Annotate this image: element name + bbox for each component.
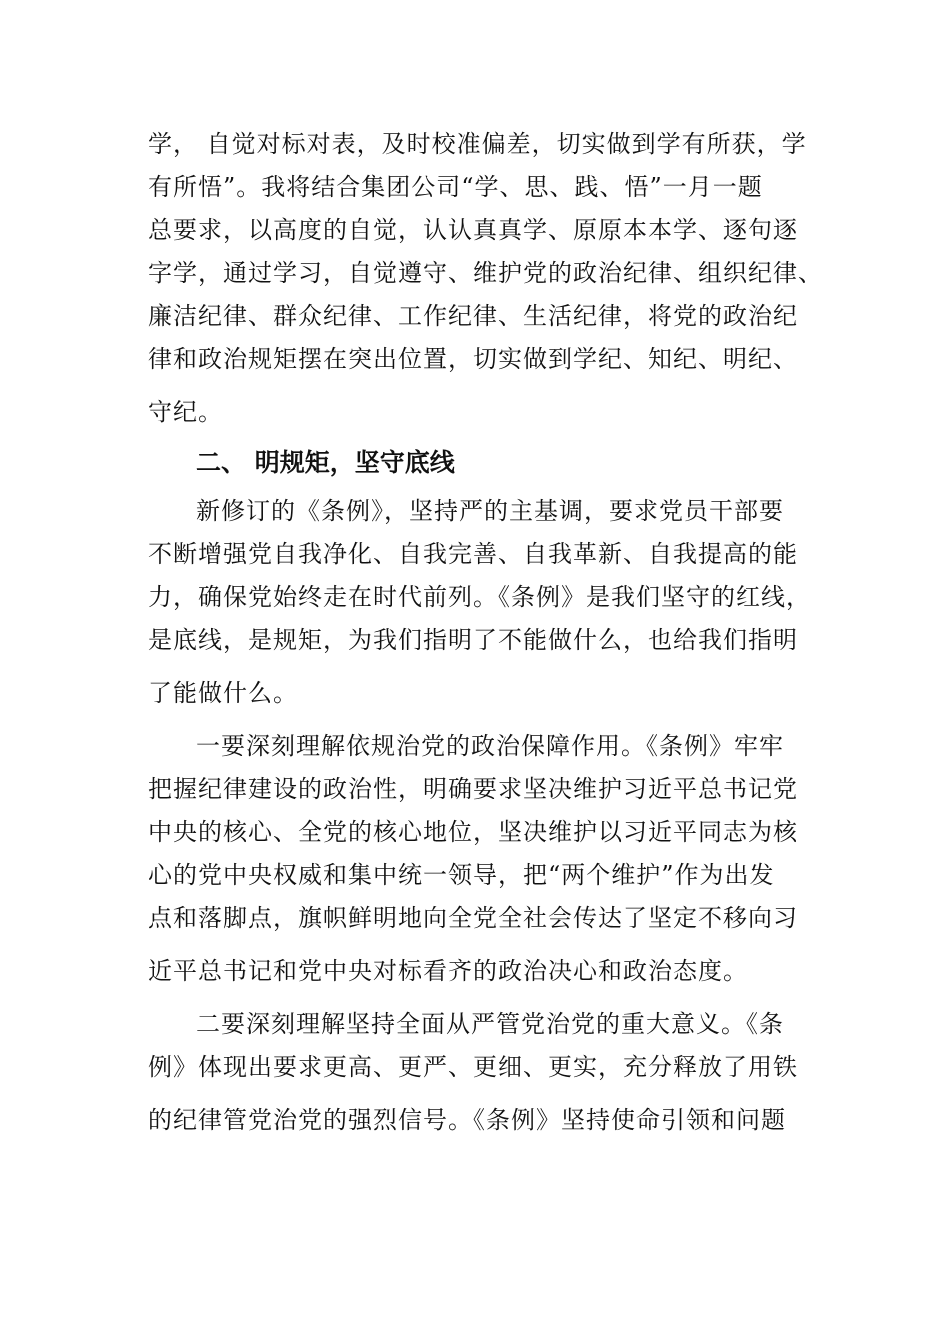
- section-heading: 二、 明规矩，坚守底线: [196, 448, 455, 477]
- paragraph-line: 把握纪律建设的政治性，明确要求坚决维护习近平总书记党: [148, 775, 798, 803]
- paragraph-line: 点和落脚点，旗帜鲜明地向全党全社会传达了坚定不移向习: [148, 904, 798, 932]
- paragraph-line: 一要深刻理解依规治党的政治保障作用。《条例》牢牢: [196, 732, 784, 760]
- paragraph-line: 中央的核心、全党的核心地位，坚决维护以习近平同志为核: [148, 818, 798, 846]
- paragraph-line: 了能做什么。: [148, 679, 298, 707]
- paragraph-line: 字学，通过学习，自觉遵守、维护党的政治纪律、组织纪律、: [148, 259, 823, 287]
- paragraph-line: 是底线，是规矩，为我们指明了不能做什么，也给我们指明: [148, 626, 798, 654]
- paragraph-line: 的纪律管党治党的强烈信号。《条例》坚持使命引领和问题: [148, 1106, 786, 1134]
- paragraph-line: 新修订的《条例》，坚持严的主基调，要求党员干部要: [196, 497, 784, 525]
- paragraph-line: 有所悟”。我将结合集团公司“学、思、践、悟”一月一题: [148, 173, 763, 201]
- paragraph-line: 不断增强党自我净化、自我完善、自我革新、自我提高的能: [148, 540, 798, 568]
- paragraph-line: 二要深刻理解坚持全面从严管党治党的重大意义。《条: [196, 1010, 784, 1038]
- paragraph-line: 守纪。: [148, 398, 223, 426]
- paragraph-line: 总要求，以高度的自觉，认认真真学、原原本本学、逐句逐: [148, 216, 798, 244]
- paragraph-line: 例》体现出要求更高、更严、更细、更实，充分释放了用铁: [148, 1053, 798, 1081]
- paragraph-line: 近平总书记和党中央对标看齐的政治决心和政治态度。: [148, 957, 748, 985]
- paragraph-line: 律和政治规矩摆在突出位置，切实做到学纪、知纪、明纪、: [148, 345, 798, 373]
- paragraph-line: 力，确保党始终走在时代前列。《条例》是我们坚守的红线，: [148, 583, 811, 611]
- paragraph-line: 心的党中央权威和集中统一领导，把“两个维护”作为出发: [148, 861, 775, 889]
- paragraph-line: 学， 自觉对标对表，及时校准偏差，切实做到学有所获，学: [148, 130, 807, 158]
- paragraph-line: 廉洁纪律、群众纪律、工作纪律、生活纪律，将党的政治纪: [148, 302, 798, 330]
